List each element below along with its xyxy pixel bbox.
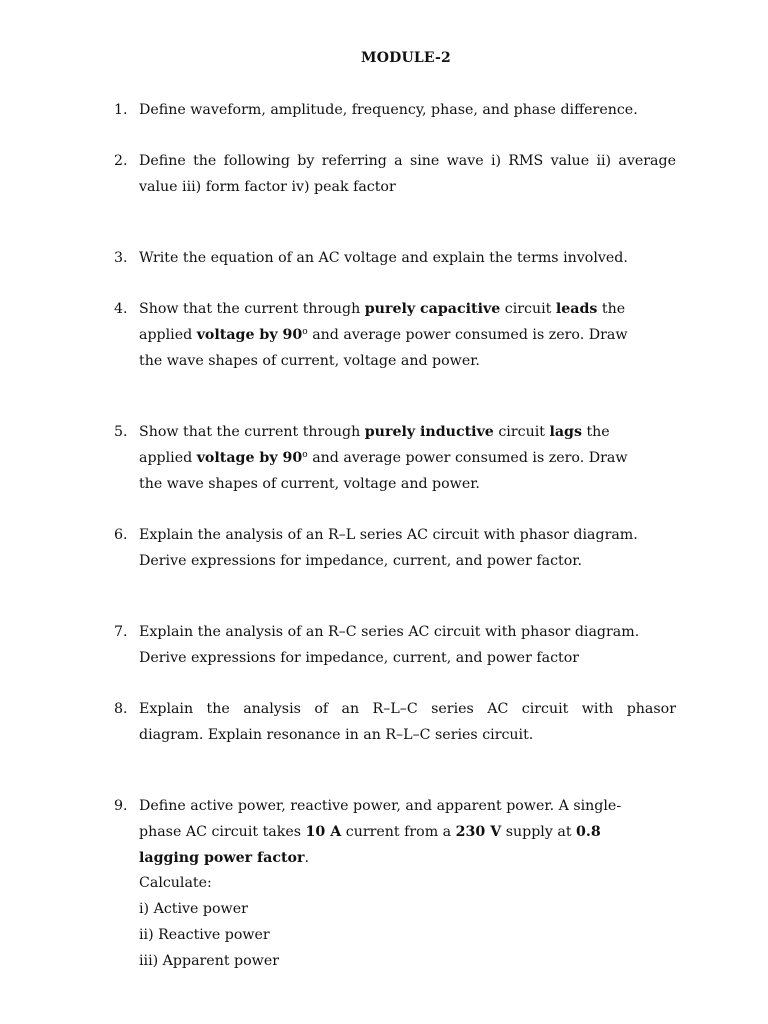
text-segment: Explain the analysis of an R–L series AC circuit with phasor diagram. [139,527,638,543]
text-segment: Derive expressions for impedance, current, and power factor [139,649,580,666]
text-segment: applied [139,326,197,343]
question-number: 8. [114,701,128,717]
question-line [139,446,676,472]
question-line [139,246,676,272]
question-text [139,794,676,975]
bold-text: voltage by 90 [196,449,303,466]
question-number: 1. [114,102,128,118]
question-number: 2. [114,153,128,169]
question-line [139,472,676,498]
text-segment: the wave shapes of current, voltage and power. [139,352,480,369]
question-line [139,794,676,820]
question-number: 3. [114,250,128,266]
question-item [114,523,676,575]
question-line [139,549,676,575]
text-segment: the [597,301,626,317]
bold-text: 10 A [305,823,342,840]
text-segment: Define active power, reactive power, and apparent power. A single- [139,798,622,814]
question-line [139,420,676,446]
bold-text: 0.8 [576,823,601,840]
question-text [139,620,676,672]
text-segment: circuit [500,301,556,317]
text-segment: Explain the analysis of an R–C series AC circuit with phasor diagram. [139,624,640,640]
question-text [139,523,676,575]
question-item [114,149,676,201]
question-line [139,820,676,846]
text-segment: Show that the current through [139,424,365,440]
text-segment: the wave shapes of current, voltage and power. [139,475,480,492]
text-segment: value iii) form factor iv) peak factor [139,178,396,195]
question-text [139,149,676,201]
question-line [139,923,676,949]
question-text [139,420,676,497]
question-item [114,98,676,124]
question-line [139,646,676,672]
question-text [139,697,676,749]
question-text [139,246,676,272]
text-segment: and average power consumed is zero. Draw [307,449,628,466]
question-item [114,620,676,672]
question-number: 9. [114,798,128,814]
question-line [139,149,676,175]
text-segment: applied [139,449,197,466]
question-number: 4. [114,301,128,317]
question-line [139,897,676,923]
question-item [114,794,676,975]
bold-text: leads [555,301,598,317]
text-segment: Define the following by referring a sine wave i) RMS value ii) average [139,153,676,169]
question-item [114,697,676,749]
question-line [139,297,676,323]
bold-text: 230 V [455,823,502,840]
text-segment: Define waveform, amplitude, frequency, phase, and phase difference. [139,102,638,118]
question-line [139,98,676,124]
question-text [139,98,676,124]
text-segment: diagram. Explain resonance in an R–L–C series circuit. [139,726,534,743]
question-item [114,297,676,374]
question-line [139,871,676,897]
question-number: 6. [114,527,128,543]
question-line [139,723,676,749]
text-segment: the [581,424,610,440]
question-number: 7. [114,624,128,640]
bold-text: lags [549,424,582,440]
text-segment: Write the equation of an AC voltage and explain the terms involved. [139,250,628,266]
question-line [139,949,676,975]
question-line [139,175,676,201]
text-segment: i) Active power [139,901,248,918]
question-number: 5. [114,424,128,440]
text-segment: Derive expressions for impedance, current, and power factor. [139,552,583,569]
bold-text: voltage by 90 [196,326,303,343]
superscript-text: o [302,449,308,460]
text-segment: Calculate: [139,875,212,892]
question-line [139,523,676,549]
question-item [114,420,676,497]
text-segment: supply at [501,823,577,840]
question-line [139,349,676,375]
question-line [139,323,676,349]
text-segment: Explain the analysis of an R–L–C series AC circuit with phasor [139,701,676,717]
question-text [139,297,676,374]
question-line [139,846,676,872]
bold-text: lagging power factor [139,849,305,866]
text-segment: phase AC circuit takes [139,823,306,840]
text-segment: and average power consumed is zero. Draw [307,326,628,343]
text-segment: current from a [341,823,456,840]
question-line [139,620,676,646]
text-segment: iii) Apparent power [139,952,279,969]
text-segment: ii) Reactive power [139,926,270,943]
text-segment: Show that the current through [139,301,365,317]
question-item [114,246,676,272]
question-line [139,697,676,723]
bold-text: purely inductive [364,424,494,440]
page-title: MODULE-2 [361,50,451,66]
text-segment: . [304,849,309,866]
text-segment: circuit [493,424,550,440]
bold-text: purely capacitive [364,301,501,317]
superscript-text: o [302,326,308,337]
